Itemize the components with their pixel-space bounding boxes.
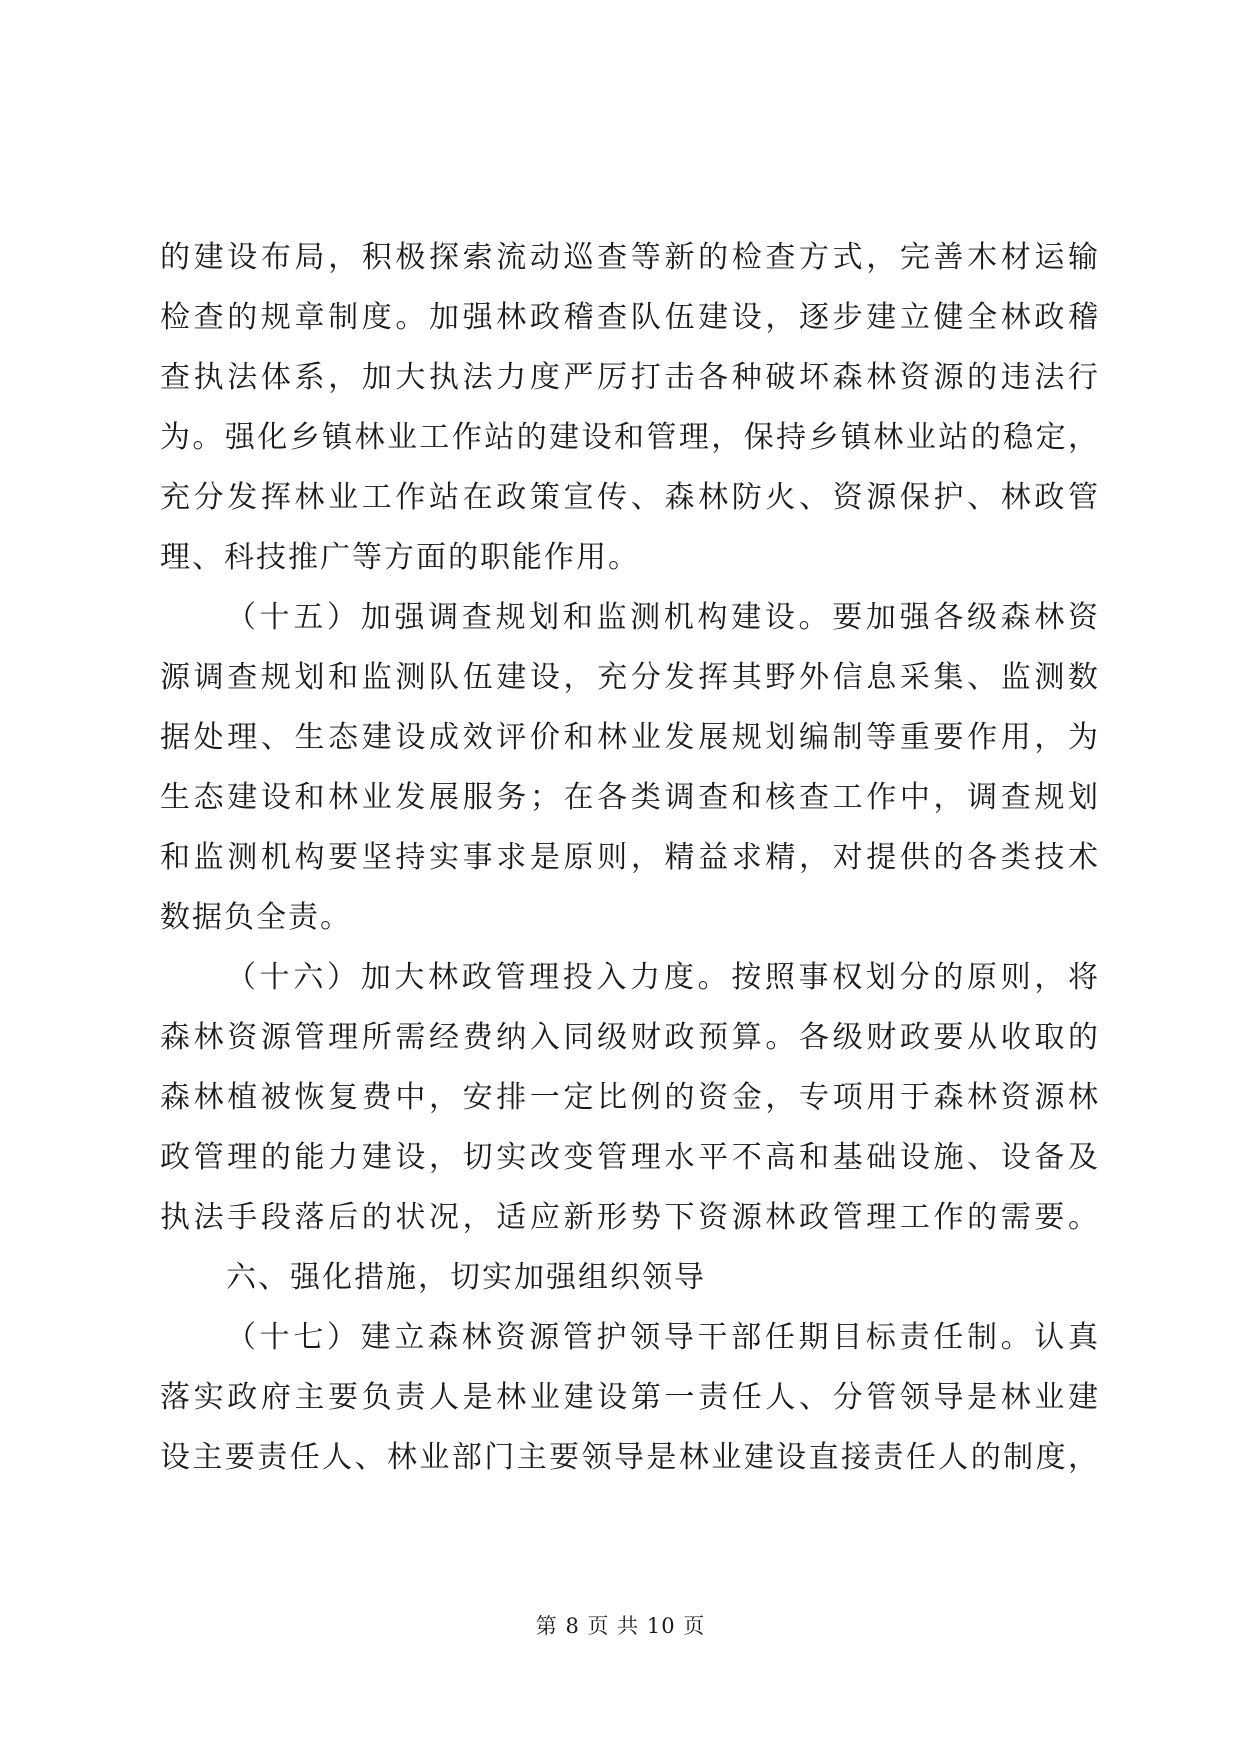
text-line: 执法手段落后的状况，适应新形势下资源林政管理工作的需要。 [160,1200,1100,1235]
text-line: 充分发挥林业工作站在政策宣传、森林防火、资源保护、林政管 [160,480,1100,515]
text-line: 为。强化乡镇林业工作站的建设和管理，保持乡镇林业站的稳定， [160,420,1100,455]
text-line: 源调查规划和监测队伍建设，充分发挥其野外信息采集、监测数 [160,660,1100,695]
text-line: 检查的规章制度。加强林政稽查队伍建设，逐步建立健全林政稽 [160,300,1100,335]
text-line: 设主要责任人、林业部门主要领导是林业建设直接责任人的制度， [160,1440,1100,1475]
text-line: 查执法体系，加大执法力度严厉打击各种破坏森林资源的违法行 [160,360,1100,395]
text-line: （十七）建立森林资源管护领导干部任期目标责任制。认真 [226,1320,1100,1355]
body-text [160,228,1100,1488]
text-line: 落实政府主要负责人是林业建设第一责任人、分管领导是林业建 [160,1380,1100,1415]
section-heading: 六、强化措施，切实加强组织领导 [226,1260,706,1295]
text-line: （十六）加大林政管理投入力度。按照事权划分的原则，将 [226,960,1100,995]
text-line: 数据负全责。 [160,900,352,935]
text-line: 生态建设和林业发展服务；在各类调查和核查工作中，调查规划 [160,780,1100,815]
text-line: 理、科技推广等方面的职能作用。 [160,540,640,575]
text-line: 的建设布局，积极探索流动巡查等新的检查方式，完善木材运输 [160,240,1100,275]
page-number-footer: 第 8 页 共 10 页 [535,1614,706,1638]
text-line: 和监测机构要坚持实事求是原则，精益求精，对提供的各类技术 [160,840,1100,875]
text-line: （十五）加强调查规划和监测机构建设。要加强各级森林资 [226,600,1100,635]
text-line: 据处理、生态建设成效评价和林业发展规划编制等重要作用，为 [160,720,1100,755]
text-line: 森林植被恢复费中，安排一定比例的资金，专项用于森林资源林 [160,1080,1100,1115]
text-line: 森林资源管理所需经费纳入同级财政预算。各级财政要从收取的 [160,1020,1100,1055]
text-line: 政管理的能力建设，切实改变管理水平不高和基础设施、设备及 [160,1140,1100,1175]
